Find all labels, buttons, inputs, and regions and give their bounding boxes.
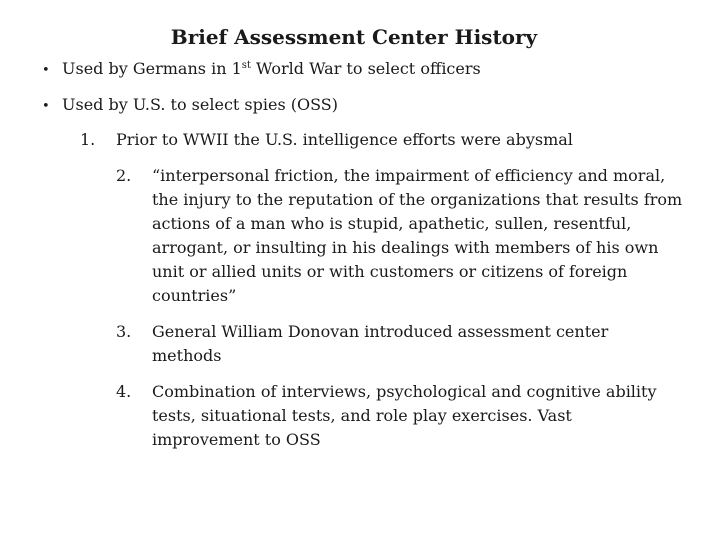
bullet-text-after: World War to select officers — [250, 59, 481, 78]
item-text: “interpersonal friction, the impairment of efficiency and moral, the injury to the reputation of the organizations that results from actions of a man who is stupid, apathetic, sullen, resentful, arrogant, or insulting in his dealings with members of his own unit or allied units or with customers or citizens of foreign countries” — [152, 166, 683, 305]
bullet-item — [42, 94, 338, 118]
item-number: 3. — [116, 322, 132, 341]
bullet-item — [42, 58, 481, 82]
item-number: 4. — [116, 382, 132, 401]
bullet-marker: • — [42, 99, 50, 114]
bullet-text: Used by U.S. to select spies (OSS) — [62, 95, 338, 114]
item-text: Combination of interviews, psychological and cognitive ability tests, situational tests, and role play exercises. Vast improvement to OSS — [152, 382, 657, 449]
item-number: 1. — [80, 130, 96, 149]
bullet-text-before: Used by Germans in 1 — [62, 59, 242, 78]
numbered-item — [116, 380, 696, 456]
bullet-marker: • — [42, 63, 50, 78]
slide-title: Brief Assessment Center History — [170, 25, 538, 49]
ordinal-superscript: st — [241, 60, 251, 71]
numbered-item — [116, 320, 696, 370]
numbered-item — [116, 164, 696, 312]
item-text: Prior to WWII the U.S. intelligence efforts were abysmal — [116, 130, 573, 149]
item-text: General William Donovan introduced assessment center methods — [152, 322, 609, 365]
item-number: 2. — [116, 166, 132, 185]
